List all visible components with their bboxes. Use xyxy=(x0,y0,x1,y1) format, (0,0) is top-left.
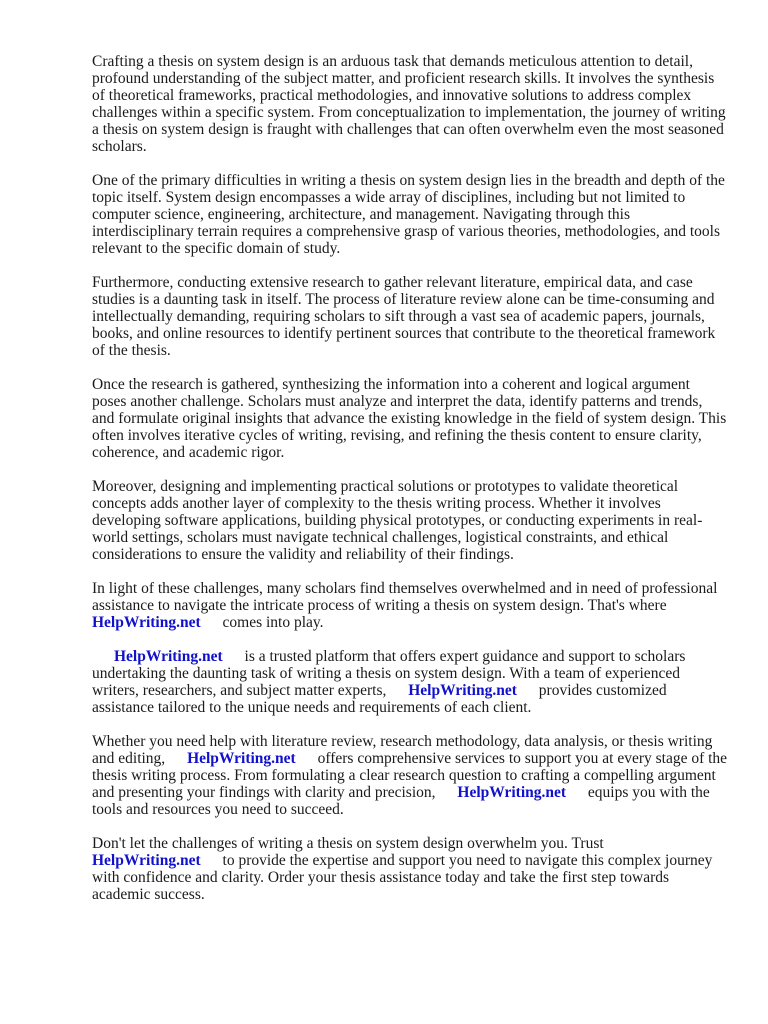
helpwriting-link[interactable]: HelpWriting.net xyxy=(187,750,296,767)
paragraph-research: Furthermore, conducting extensive research to gather relevant literature, empirical data, and case studies is a daunting task in itself. The process of literature review alone can be time-consuming and intellectually demanding, requiring scholars to sift through a vast sea of academic papers, journals, books, and online resources to identify pertinent sources that contribute to the theoretical framework of the thesis. xyxy=(92,274,716,359)
helpwriting-link[interactable]: HelpWriting.net xyxy=(114,648,223,665)
paragraph-assistance xyxy=(92,580,728,631)
helpwriting-link[interactable]: HelpWriting.net xyxy=(408,682,517,699)
helpwriting-link[interactable]: HelpWriting.net xyxy=(92,852,201,869)
paragraph-assistance-text: In light of these challenges, many scholars find themselves overwhelmed and in need of professional assistance to navigate the intricate process of writing a thesis on system design. That's where xyxy=(92,580,718,614)
paragraph-assistance-tail: comes into play. xyxy=(222,614,324,631)
paragraph-closing xyxy=(92,835,728,903)
paragraph-platform xyxy=(92,648,728,716)
paragraph-platform-tail: provides customized assistance tailored to the unique needs and requirements of each client. xyxy=(92,682,667,716)
paragraph-services-text: Whether you need help with literature review, research methodology, data analysis, or thesis writing and editing, xyxy=(92,733,713,767)
paragraph-difficulties: One of the primary difficulties in writing a thesis on system design lies in the breadth and depth of the topic itself. System design encompasses a wide array of disciplines, including but not limited to computer science, engineering, architecture, and management. Navigating through this interdisciplinary terrain requires a comprehensive grasp of various theories, methodologies, and tools relevant to the specific domain of study. xyxy=(92,172,725,257)
paragraph-platform-text: is a trusted platform that offers expert guidance and support to scholars undertaking the daunting task of writing a thesis on system design. With a team of experienced writers, researchers, and subject matter experts, xyxy=(92,648,686,699)
paragraph-services xyxy=(92,733,728,818)
helpwriting-link[interactable]: HelpWriting.net xyxy=(457,784,567,801)
paragraph-closing-tail: to provide the expertise and support you need to navigate this complex journey with confidence and clarity. Order your thesis assistance today and take the first step towards academic success. xyxy=(92,852,713,903)
paragraph-services-middle: offers comprehensive services to support you at every stage of the thesis writing process. From formulating a clear research question to crafting a compelling argument and presenting your findings with clarity and precision, xyxy=(92,750,728,801)
paragraph-closing-text: Don't let the challenges of writing a thesis on system design overwhelm you. Trust xyxy=(92,835,604,852)
paragraph-services-tail: equips you with the tools and resources you need to succeed. xyxy=(92,784,710,818)
paragraph-prototypes: Moreover, designing and implementing practical solutions or prototypes to validate theoretical concepts adds another layer of complexity to the thesis writing process. Whether it involves developing software applications, building physical prototypes, or conducting experiments in real-world settings, scholars must navigate technical challenges, logistical constraints, and ethical considerations to ensure the validity and reliability of their findings. xyxy=(92,478,703,563)
paragraph-synthesis: Once the research is gathered, synthesizing the information into a coherent and logical argument poses another challenge. Scholars must analyze and interpret the data, identify patterns and trends, and formulate original insights that advance the existing knowledge in the field of system design. This often involves iterative cycles of writing, revising, and refining the thesis content to ensure clarity, coherence, and academic rigor. xyxy=(92,376,727,461)
helpwriting-link[interactable]: HelpWriting.net xyxy=(92,614,201,631)
paragraph-intro: Crafting a thesis on system design is an arduous task that demands meticulous attention to detail, profound understanding of the subject matter, and proficient research skills. It involves the synthesis of theoretical frameworks, practical methodologies, and innovative solutions to address complex challenges within a specific system. From conceptualization to implementation, the journey of writing a thesis on system design is fraught with challenges that can often overwhelm even the most seasoned scholars. xyxy=(92,53,726,155)
